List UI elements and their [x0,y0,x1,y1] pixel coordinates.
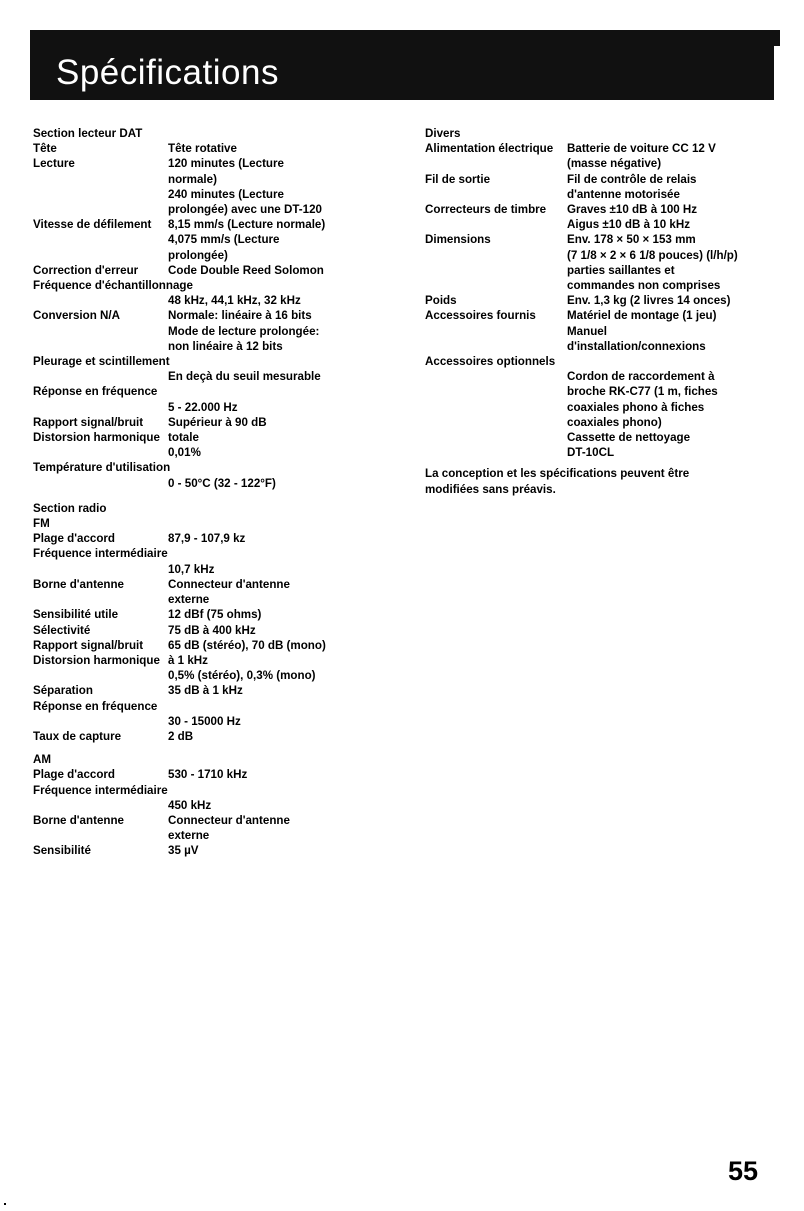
spec-value: 10,7 kHz [168,562,215,576]
spec-label: Température d'utilisation [33,461,171,475]
band-heading-am: AM [33,753,52,767]
spec-value: Cordon de raccordement à broche RK-C77 (1 m, fiches coaxiales phono à fiches coaxiales phono) Cassette de nettoyage DT-10CL [567,370,718,460]
spec-row [425,232,785,293]
spec-row [425,202,785,232]
spec-row [425,293,785,308]
spec-value: 12 dBf (75 ohms) [168,608,262,622]
spec-value: Env. 178 × 50 × 153 mm (7 1/8 × 2 × 6 1/8 pouces) (l/h/p) parties saillantes et commandes non comprises [567,233,738,293]
spec-row [33,141,403,156]
page-title: Spécifications [56,53,279,92]
spec-row [33,531,403,546]
spec-label: Réponse en fréquence [33,385,158,399]
spec-label: Séparation [33,684,93,698]
spec-row [33,638,403,653]
spec-value: 75 dB à 400 kHz [168,623,256,637]
spec-value: totale 0,01% [168,431,201,460]
spec-label: Borne d'antenne [33,813,125,827]
section-heading-divers: Divers [425,127,461,140]
spec-label: Tête [33,142,57,156]
spec-value: Normale: linéaire à 16 bits Mode de lecture prolongée: non linéaire à 12 bits [168,309,320,353]
spec-row [33,415,403,430]
spec-value: Connecteur d'antenne externe [168,813,290,843]
spec-row [33,546,403,576]
spec-label: Borne d'antenne [33,577,125,591]
spec-value: En deçà du seuil mesurable [168,370,321,384]
spec-label: Dimensions [425,233,491,247]
spec-row [33,217,403,263]
spec-value: 65 dB (stéréo), 70 dB (mono) [168,638,326,652]
spec-label: Sélectivité [33,623,91,637]
spec-label: Alimentation électrique [425,142,554,156]
dat-spec-list [33,141,403,491]
spec-row [33,384,403,414]
spec-value: Batterie de voiture CC 12 V (masse négative) [567,142,716,171]
spec-value: Graves ±10 dB à 100 Hz Aigus ±10 dB à 10 kHz [567,203,698,232]
spec-row [33,843,403,858]
spec-value: Matériel de montage (1 jeu) Manuel d'installation/connexions [567,309,717,353]
spec-value: 120 minutes (Lecture normale) 240 minutes (Lecture prolongée) avec une DT-120 [168,157,322,217]
spec-row [33,308,403,354]
am-spec-list [33,767,403,858]
spec-row [33,783,403,813]
spec-row [33,653,403,683]
spec-label: Réponse en fréquence [33,699,158,713]
spec-row [425,308,785,354]
spec-value: à 1 kHz 0,5% (stéréo), 0,3% (mono) [168,653,316,683]
spec-label: Fil de sortie [425,172,491,186]
spec-value: 450 kHz [168,798,212,812]
page-number: 55 [728,1156,759,1186]
spec-label: Rapport signal/bruit [33,415,144,429]
corner-mark [4,1203,6,1205]
spec-label: Pleurage et scintillement [33,355,170,369]
spec-label: Fréquence d'échantillonnage [33,279,193,293]
spec-label: Conversion N/A [33,309,120,323]
spec-row [425,354,785,460]
spec-label: Accessoires optionnels [425,355,556,369]
spec-label: Poids [425,294,457,308]
spec-label: Plage d'accord [33,768,116,782]
spec-value: 30 - 15000 Hz [168,714,241,728]
divers-spec-list [425,141,785,460]
spec-row [33,577,403,607]
spec-label: Distorsion harmonique [33,431,160,445]
spec-value: Fil de contrôle de relais d'antenne motorisée [567,172,697,201]
spec-value: Tête rotative [168,142,237,156]
spec-row [33,263,403,278]
disclaimer-note: La conception et les spécifications peuvent être modifiées sans préavis. [425,467,690,496]
spec-row [33,354,403,384]
banner-tab [773,30,780,46]
spec-row [33,156,403,217]
left-column [33,126,403,859]
spec-value: 48 kHz, 44,1 kHz, 32 kHz [168,294,301,308]
spec-row [33,699,403,729]
spec-label: Fréquence intermédiaire [33,783,168,797]
fm-spec-list [33,531,403,744]
spec-value: Env. 1,3 kg (2 livres 14 onces) [567,294,731,308]
spec-label: Lecture [33,157,75,171]
spec-label: Taux de capture [33,729,122,743]
spec-value: 5 - 22.000 Hz [168,400,238,414]
spec-value: 8,15 mm/s (Lecture normale) 4,075 mm/s (Lecture prolongée) [168,218,326,262]
spec-value: 2 dB [168,729,194,743]
spec-label: Accessoires fournis [425,309,536,323]
spec-value: Code Double Reed Solomon [168,263,324,277]
spec-row [33,767,403,782]
spec-label: Rapport signal/bruit [33,638,144,652]
spec-value: 35 dB à 1 kHz [168,684,243,698]
spec-value: 0 - 50°C (32 - 122°F) [168,476,276,490]
spec-value: 87,9 - 107,9 kz [168,532,246,546]
spec-row [33,430,403,460]
right-column [425,126,785,497]
spec-row [33,623,403,638]
spec-label: Correcteurs de timbre [425,203,547,217]
spec-row [33,460,403,490]
spec-label: Correction d'erreur [33,263,139,277]
spec-row [33,729,403,744]
spec-label: Fréquence intermédiaire [33,547,168,561]
spec-row [33,278,403,308]
spec-row [33,683,403,698]
spec-label: Distorsion harmonique [33,653,160,667]
spec-value: 530 - 1710 kHz [168,768,248,782]
spec-row [33,813,403,843]
section-heading-dat: Section lecteur DAT [33,127,143,140]
band-heading-fm: FM [33,517,50,531]
section-heading-radio: Section radio [33,501,107,515]
spec-label: Vitesse de défilement [33,218,152,232]
spec-label: Sensibilité [33,844,91,858]
spec-row [425,141,785,171]
spec-row [425,172,785,202]
spec-value: Supérieur à 90 dB [168,415,267,429]
spec-value: 35 µV [168,844,199,858]
spec-row [33,607,403,622]
spec-label: Plage d'accord [33,532,116,546]
spec-value: Connecteur d'antenne externe [168,577,290,607]
spec-label: Sensibilité utile [33,608,119,622]
